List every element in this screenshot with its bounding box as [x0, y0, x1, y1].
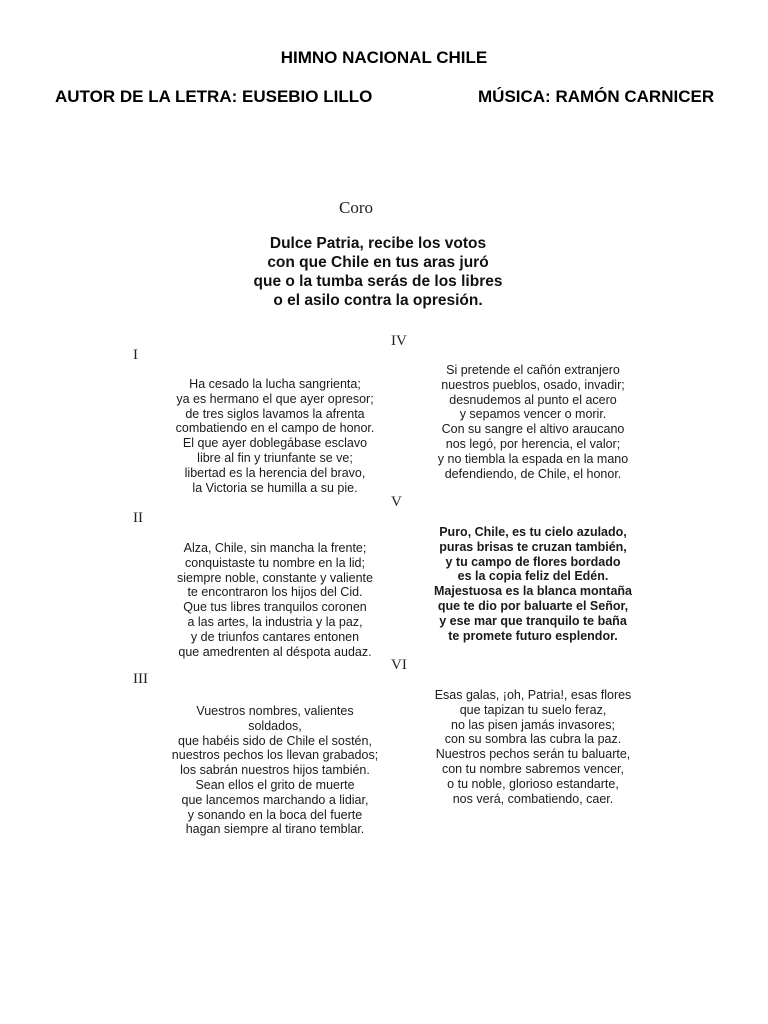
- verse-line: El que ayer doblegábase esclavo: [182, 436, 368, 451]
- verse-line: desnudemos al punto el acero: [449, 392, 617, 407]
- verse-line: soldados,: [248, 718, 302, 733]
- verse-line: que te dio por baluarte el Señor,: [437, 598, 629, 613]
- verse-line: Si pretende el cañón extranjero: [446, 363, 620, 377]
- verse-line: y no tiembla la espada en la mano: [437, 451, 629, 466]
- chorus-line: Dulce Patria, recibe los votos: [269, 235, 487, 252]
- verse-line: con su sombra las cubra la paz.: [444, 732, 622, 747]
- verse-line: y tu campo de flores bordado: [445, 554, 621, 569]
- verse-line: de tres siglos lavamos la afrenta: [185, 406, 365, 421]
- verse-line: Ha cesado la lucha sangrienta;: [189, 377, 361, 391]
- verse-line: Sean ellos el grito de muerte: [195, 777, 355, 792]
- verse-line: y ese mar que tranquilo te baña: [439, 613, 627, 628]
- stanza-6: [408, 688, 658, 806]
- verse-line: que lancemos marchando a lidiar,: [181, 792, 369, 807]
- verse-line: es la copia feliz del Edén.: [457, 569, 609, 584]
- chorus-label: Coro: [339, 198, 373, 217]
- stanza-6-numeral: VI: [391, 657, 407, 673]
- verse-line: defendiendo, de Chile, el honor.: [444, 466, 622, 481]
- verse-line: Esas galas, ¡oh, Patria!, esas flores: [434, 688, 632, 702]
- verse-line: y sepamos vencer o morir.: [459, 407, 607, 422]
- chorus-line: que o la tumba serás de los libres: [253, 273, 503, 290]
- verse-line: libre al fin y triunfante se ve;: [197, 450, 353, 465]
- stanza-5: [408, 525, 658, 643]
- verse-line: combatiendo en el campo de honor.: [175, 421, 375, 436]
- chorus-line: con que Chile en tus aras juró: [267, 254, 489, 271]
- lyrics-author: AUTOR DE LA LETRA: EUSEBIO LILLO: [55, 87, 373, 106]
- verse-line: o tu noble, glorioso estandarte,: [447, 776, 619, 791]
- verse-line: Con su sangre el altivo araucano: [441, 422, 625, 437]
- verse-line: conquistaste tu nombre en la lid;: [185, 555, 365, 570]
- verse-line: ya es hermano el que ayer opresor;: [176, 391, 374, 406]
- stanza-1-numeral: I: [133, 347, 138, 363]
- music-composer: MÚSICA: RAMÓN CARNICER: [478, 87, 715, 106]
- verse-line: que habéis sido de Chile el sostén,: [178, 733, 372, 748]
- verse-line: los sabrán nuestros hijos también.: [180, 763, 370, 778]
- stanza-5-numeral: V: [391, 494, 402, 510]
- verse-line: que tapizan tu suelo feraz,: [459, 702, 607, 717]
- verse-line: Alza, Chile, sin mancha la frente;: [183, 541, 367, 555]
- verse-line: con tu nombre sabremos vencer,: [441, 761, 625, 776]
- verse-line: nuestros pechos los llevan grabados;: [171, 748, 379, 763]
- verse-line: nuestros pueblos, osado, invadir;: [441, 377, 625, 392]
- verse-line: nos verá, combatiendo, caer.: [452, 791, 614, 806]
- verse-line: y sonando en la boca del fuerte: [187, 807, 363, 822]
- verse-line: que amedrenten al déspota audaz.: [178, 644, 372, 659]
- verse-line: Vuestros nombres, valientes: [196, 704, 354, 718]
- stanza-4: [408, 363, 658, 481]
- verse-line: a las artes, la industria y la paz,: [187, 614, 363, 629]
- verse-line: siempre noble, constante y valiente: [177, 570, 373, 585]
- stanza-4-numeral: IV: [391, 333, 407, 349]
- chorus-text: [0, 234, 756, 310]
- verse-line: no las pisen jamás invasores;: [451, 717, 615, 732]
- stanza-3-numeral: III: [133, 671, 148, 687]
- stanza-3: [150, 704, 400, 837]
- document-title: HIMNO NACIONAL CHILE: [280, 48, 488, 67]
- verse-line: Nuestros pechos serán tu baluarte,: [435, 747, 631, 762]
- chorus-line: o el asilo contra la opresión.: [273, 292, 483, 309]
- verse-line: Que tus libres tranquilos coronen: [183, 600, 367, 615]
- verse-line: Majestuosa es la blanca montaña: [434, 584, 632, 599]
- verse-line: te encontraron los hijos del Cid.: [187, 585, 363, 600]
- verse-line: libertad es la herencia del bravo,: [184, 465, 366, 480]
- verse-line: te promete futuro esplendor.: [448, 628, 618, 643]
- stanza-1: [150, 377, 400, 495]
- stanza-2-numeral: II: [133, 510, 143, 526]
- verse-line: y de triunfos cantares entonen: [190, 629, 360, 644]
- verse-line: puras brisas te cruzan también,: [439, 539, 627, 554]
- verse-line: nos legó, por herencia, el valor;: [445, 436, 621, 451]
- stanza-2: [150, 541, 400, 659]
- verse-line: la Victoria se humilla a su pie.: [192, 480, 358, 495]
- verse-line: hagan siempre al tirano temblar.: [185, 822, 365, 837]
- verse-line: Puro, Chile, es tu cielo azulado,: [439, 525, 627, 539]
